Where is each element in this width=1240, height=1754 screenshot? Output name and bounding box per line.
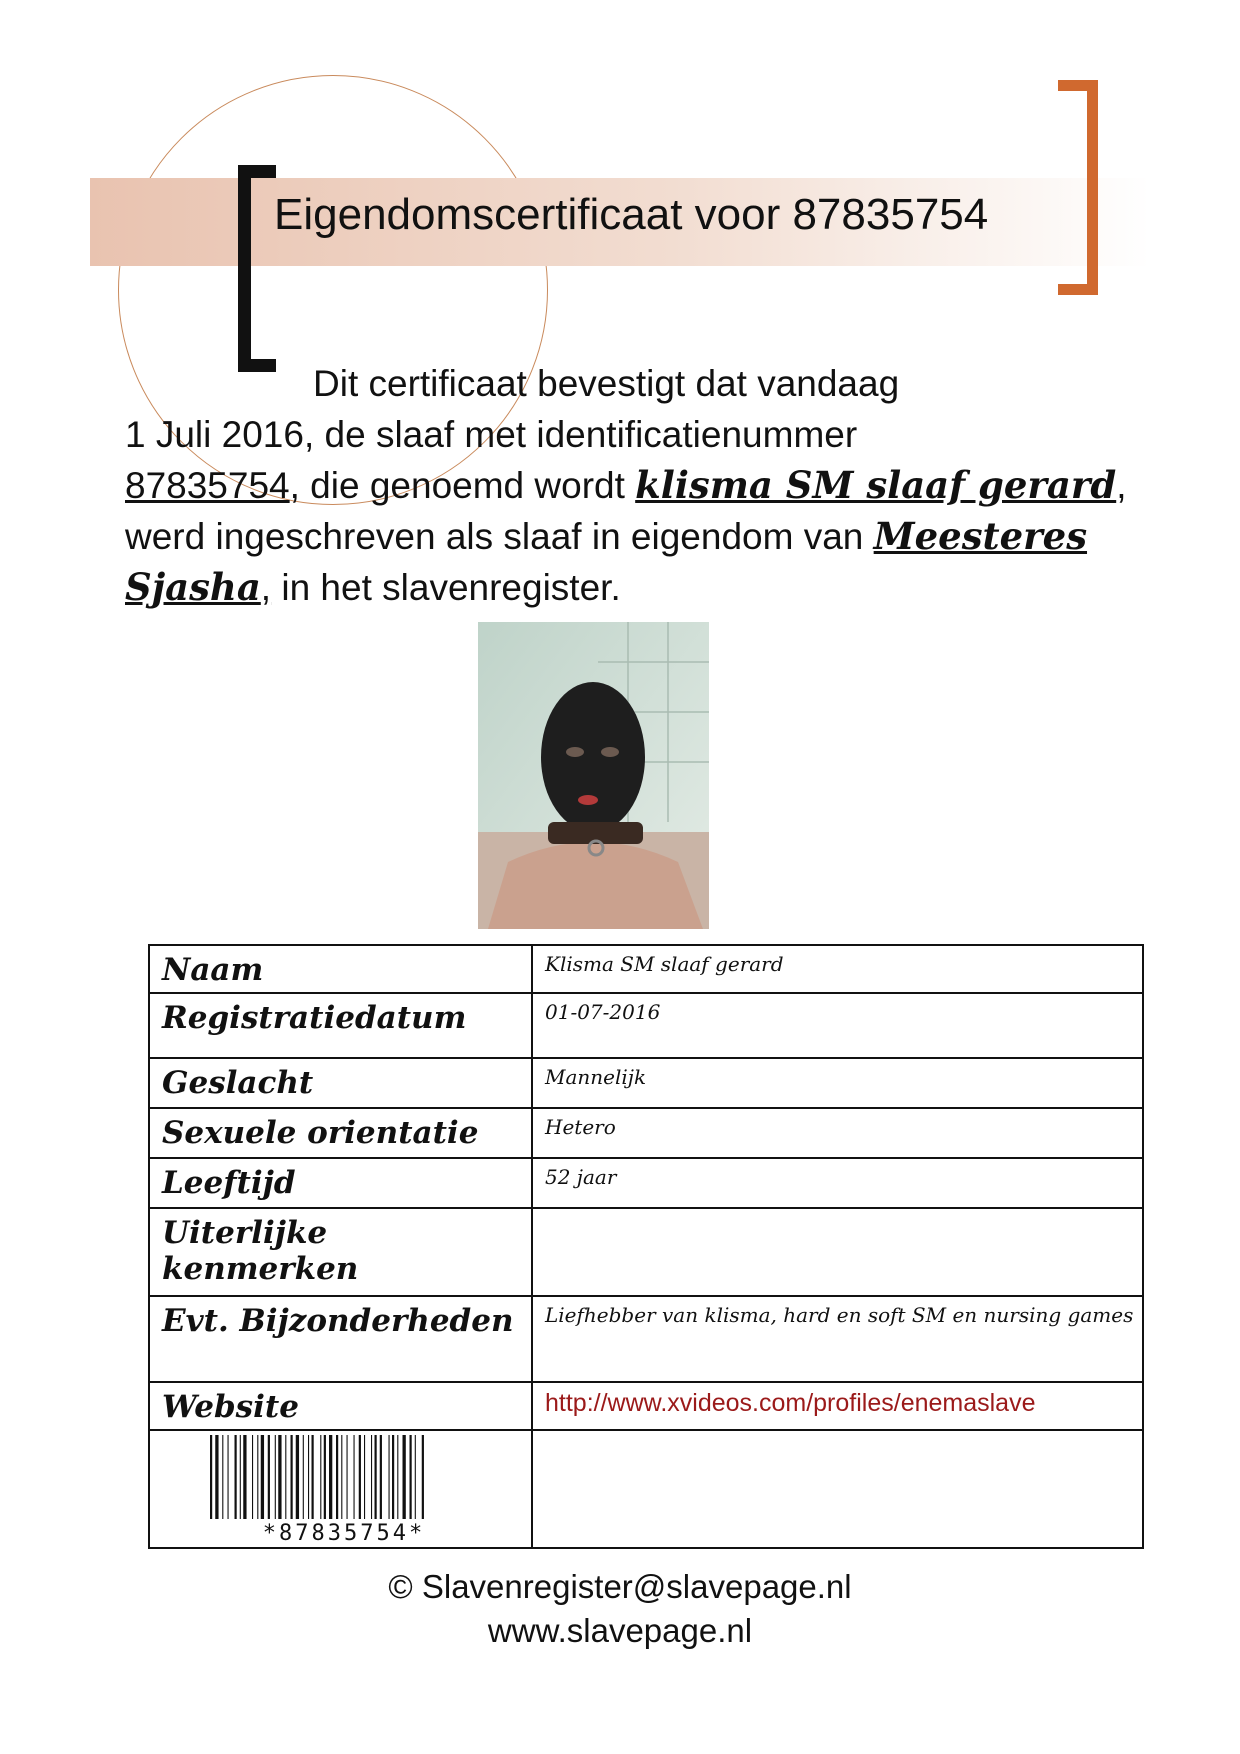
value-registratiedatum: 01-07-2016	[532, 993, 1143, 1058]
row-naam	[149, 945, 1143, 993]
label-naam: Naam	[149, 945, 532, 993]
slave-info-table	[148, 944, 1144, 1549]
left-bracket-decoration	[238, 165, 276, 372]
footer-site: www.slavepage.nl	[487, 1612, 753, 1649]
statement-owner-name: Meesteres Sjasha	[125, 514, 1088, 609]
value-bijzonderheden: Liefhebber van klisma, hard en soft SM en nursing games	[532, 1296, 1143, 1382]
label-bijzonderheden: Evt. Bijzonderheden	[149, 1296, 532, 1382]
label-registratiedatum: Registratiedatum	[149, 993, 532, 1058]
empty-cell	[532, 1430, 1143, 1548]
label-geslacht: Geslacht	[149, 1058, 532, 1108]
value-leeftijd: 52 jaar	[532, 1158, 1143, 1208]
statement-line1: Dit certificaat bevestigt dat vandaag	[313, 363, 900, 404]
statement-id-number: 87835754	[125, 465, 290, 506]
row-geslacht	[149, 1058, 1143, 1108]
footer-email: © Slavenregister@slavepage.nl	[388, 1568, 852, 1605]
value-sexuele-orientatie: Hetero	[532, 1108, 1143, 1158]
value-uiterlijke-kenmerken	[532, 1208, 1143, 1296]
row-sexuele-orientatie	[149, 1108, 1143, 1158]
statement-slave-name: klisma SM slaaf gerard	[635, 463, 1117, 507]
label-website: Website	[149, 1382, 532, 1430]
statement-date: 1 Juli 2016	[125, 414, 304, 455]
website-link[interactable]: http://www.xvideos.com/profiles/enemaslave	[545, 1389, 1036, 1417]
row-registratiedatum	[149, 993, 1143, 1058]
row-uiterlijke-kenmerken	[149, 1208, 1143, 1296]
value-naam: Klisma SM slaaf gerard	[532, 945, 1143, 993]
row-leeftijd	[149, 1158, 1143, 1208]
profile-photo	[478, 622, 709, 929]
certificate-statement: Dit certificaat bevestigt dat vandaag 1 Juli 2016, de slaaf met identificatienummer 87835754, die genoemd wordt klisma SM slaaf gerard, werd ingeschreven als slaaf in eigendom van Meesteres Sjasha, in het slavenregister.	[125, 363, 1127, 609]
label-leeftijd: Leeftijd	[149, 1158, 532, 1208]
barcode-number: *87835754*	[262, 1521, 426, 1546]
certificate-title: Eigendomscertificaat voor 87835754	[274, 190, 989, 239]
row-bijzonderheden	[149, 1296, 1143, 1382]
barcode-cell	[149, 1430, 532, 1548]
row-barcode	[149, 1430, 1143, 1548]
label-uiterlijke-kenmerken: Uiterlijke kenmerken	[149, 1208, 532, 1296]
barcode-icon	[210, 1435, 478, 1519]
row-website	[149, 1382, 1143, 1430]
value-website	[532, 1382, 1143, 1430]
label-sexuele-orientatie: Sexuele orientatie	[149, 1108, 532, 1158]
right-bracket-decoration	[1058, 80, 1098, 295]
value-geslacht: Mannelijk	[532, 1058, 1143, 1108]
